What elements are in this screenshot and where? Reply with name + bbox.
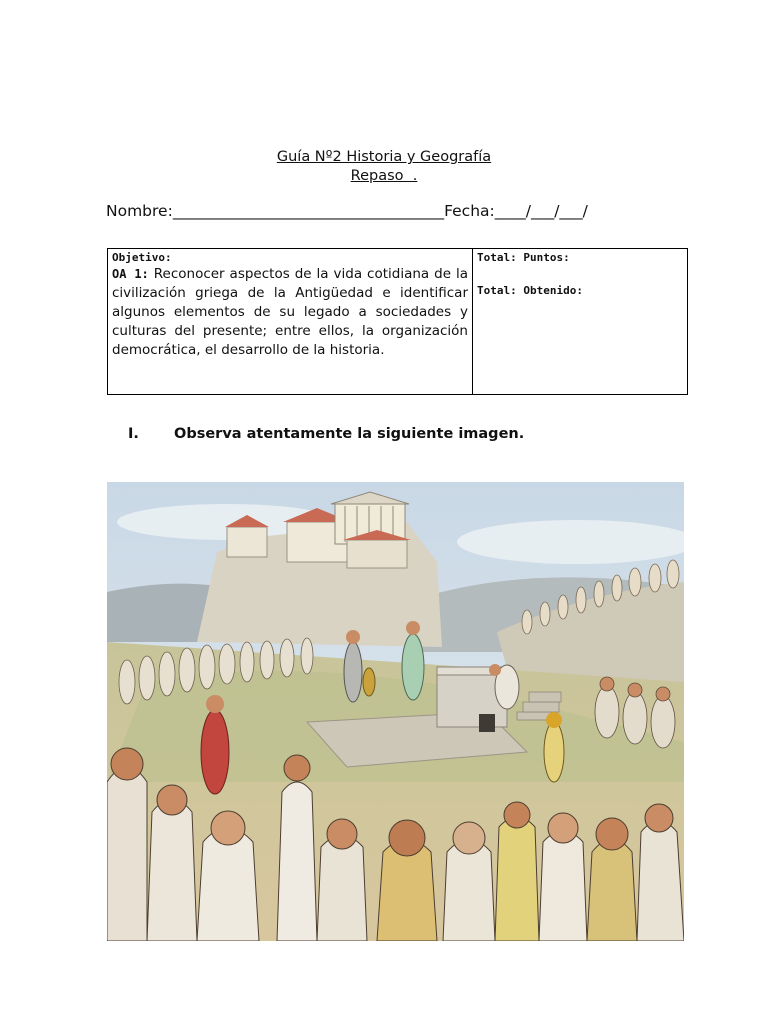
- section-instruction: Observa atentamente la siguiente imagen.: [174, 426, 525, 442]
- score-cell: [473, 249, 688, 395]
- oa-description: Reconocer aspectos de la vida cotidiana de la civilización griega de la Antigüedad e identificar algunos elementos de su legado a sociedades y culturas del presente; entre ellos, la organización democrática, el desarrollo de la historia.: [112, 266, 469, 358]
- name-blank[interactable]: ___________________________________: [172, 202, 445, 220]
- document-title-block: [0, 148, 768, 186]
- student-info-row: [106, 202, 666, 220]
- section-heading: [128, 426, 524, 442]
- document-subtitle: Repaso .: [350, 168, 418, 184]
- objective-table: [107, 248, 688, 395]
- date-label: Fecha:: [444, 202, 495, 220]
- oa-code: OA 1:: [112, 267, 149, 281]
- section-number: I.: [128, 426, 139, 442]
- name-label: Nombre:: [106, 202, 173, 220]
- document-title: Guía Nº2 Historia y Geografía: [276, 149, 492, 165]
- total-obtained-label: Total: Obtenido:: [477, 284, 583, 297]
- objective-label: Objetivo:: [112, 251, 172, 264]
- objective-text: [112, 265, 468, 360]
- greek-assembly-illustration: [107, 482, 684, 941]
- total-points-label: Total: Puntos:: [477, 251, 570, 264]
- objective-cell: [108, 249, 473, 395]
- date-blank[interactable]: ____/___/___/: [494, 202, 588, 220]
